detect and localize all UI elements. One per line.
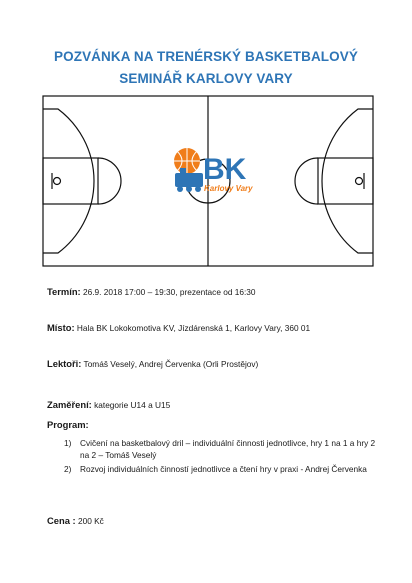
zamereni-value: kategorie U14 a U15 [94, 400, 171, 410]
lektori-row [47, 358, 258, 369]
lektori-value: Tomáš Veselý, Andrej Červenka (Orli Prostějov) [83, 359, 259, 369]
page-title-line-1: POZVÁNKA NA TRENÉRSKÝ BASKETBALOVÝ [54, 49, 358, 64]
termin-value: 26.9. 2018 17:00 – 19:30, prezentace od 16:30 [83, 287, 256, 297]
program-item-text: Cvičení na basketbalový dril – individuální činnosti jednotlivce, hry 1 na 1 a hry 2 na 2 – Tomáš Veselý [80, 438, 376, 460]
termin-row [47, 286, 256, 297]
logo-subtitle: Karlovy Vary [204, 184, 253, 193]
termin-label: Termín: [47, 286, 81, 297]
cena-label: Cena : [47, 515, 76, 526]
left-three-point-line [43, 109, 94, 253]
program-heading-row [47, 419, 89, 430]
lektori-label: Lektoři: [47, 358, 82, 369]
misto-label: Místo: [47, 322, 75, 333]
right-free-throw-arc [295, 158, 318, 204]
logo-letters: BK [203, 153, 247, 186]
left-hoop [54, 178, 61, 185]
basketball-court-illustration [40, 93, 376, 269]
left-key [43, 158, 98, 204]
misto-value: Hala BK Lokokomotiva KV, Jízdárenská 1, Karlovy Vary, 360 01 [76, 323, 311, 333]
program-item-number: 2) [64, 464, 72, 474]
bk-karlovy-vary-logo [174, 148, 253, 193]
cena-value: 200 Kč [77, 516, 104, 526]
program-item-number: 1) [64, 438, 72, 448]
zamereni-label: Zaměření: [47, 399, 92, 410]
zamereni-row [47, 399, 170, 410]
cena-row [47, 515, 104, 526]
program-label: Program: [47, 419, 89, 430]
misto-row [47, 322, 310, 333]
right-key [318, 158, 373, 204]
program-item-text: Rozvoj individuálních činností jednotlivce a čtení hry v praxi - Andrej Červenka [80, 464, 367, 474]
right-hoop [356, 178, 363, 185]
right-three-point-line [322, 109, 373, 253]
left-free-throw-arc [98, 158, 121, 204]
page-title-line-2: SEMINÁŘ KARLOVY VARY [119, 71, 293, 86]
